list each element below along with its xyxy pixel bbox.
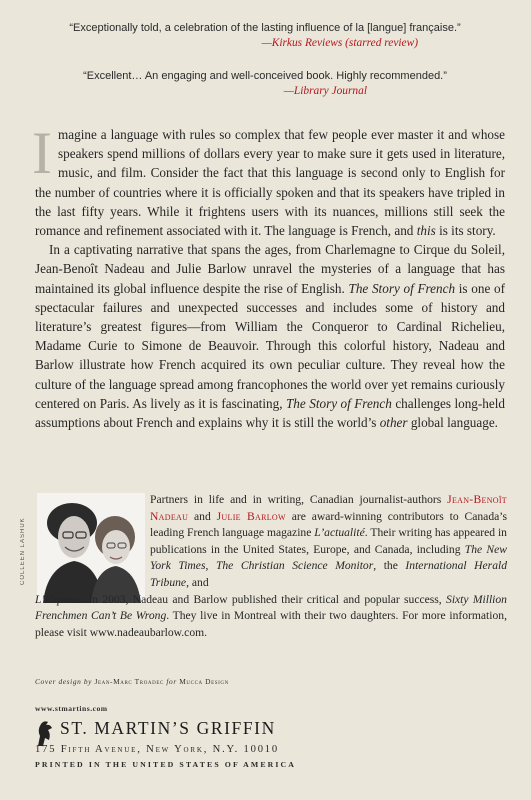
publisher-name: ST. MARTIN’S GRIFFIN [60,718,276,738]
drop-cap: I [32,120,52,186]
description-paragraph: In a captivating narrative that spans the ages, from Charlemagne to Cirque du Soleil, Jean-Benoît Nadeau and Julie Barlow unravel the mysteries of a language that has maintained its global influence despite the rise of English. The Story of French is one of spectacular failures and unexpected successes and includes some of history and literature’s greatest figures—from William the Conqueror to Cardinal Richelieu, Madame Curie to Simone de Beauvoir. Through this colorful history, Nadeau and Barlow illustrate how French acquired its own peculiar culture. They reveal how the culture of the language spread among francophones the world over yet remains curiously centered on Paris. As lively as it is fascinating, The Story of French challenges long-held assumptions about French and explains why it is still the world’s other global language. [35,242,505,431]
quote-attribution: —Kirkus Reviews (starred review) [261,37,418,49]
review-quote [20,68,510,99]
cover-design-credit: Cover design by Jean-Marc Troadec for Mucca Design [35,677,229,686]
publisher-website: www.stmartins.com [35,704,108,713]
printed-in: PRINTED IN THE UNITED STATES OF AMERICA [35,760,296,769]
photo-credit: COLLEEN LASHUK [20,517,26,585]
quote-attribution: —Library Journal [283,85,367,97]
description-paragraph: Imagine a language with rules so complex that few people ever master it and whose speakers spend millions of dollars every year to make sure it gets used in literature, music, and film. Consider the fact that this language is second only to English for the number of countries where it is officially spoken and that its speakers have tripled in the last fifty years. While it frightens users with its nuances, millions still seek the romance and refinement associated with it. The language is French, and this is its story. [32,120,505,239]
quote-text: “Excellent… An engaging and well-conceived book. Highly recommended.” [83,70,447,82]
quote-text: “Exceptionally told, a celebration of the lasting influence of la [langue] française.” [69,22,461,34]
book-description [32,120,505,432]
author-name: Jean-Benoît Nadeau [150,493,507,523]
review-quote [20,20,510,51]
author-name: Julie Barlow [216,509,286,523]
author-bio: Partners in life and in writing, Canadian journalist-authors Jean-Benoît Nadeau and Julie Barlow are award-winning contributors to Canada’s leading French language magazine L’actualité. Their writing has appeared in publications in the United States, Europe, and Canada, including The New York Times, The Christian Science Monitor, the International Herald Tribune, and L’Express. In 2003, Nadeau and Barlow published their critical and popular success, Sixty Million Frenchmen Can’t Be Wrong. They live in Montreal with their two daughters. For more information, please visit www.nadeaubarlow.com. [35,493,508,639]
publisher-address: 175 Fifth Avenue, New York, N.Y. 10010 [35,744,279,755]
